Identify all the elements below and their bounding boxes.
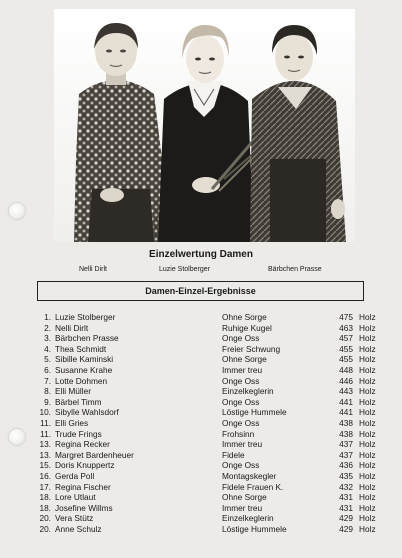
- result-rank: 17.: [39, 481, 51, 492]
- result-score: 432: [339, 481, 353, 492]
- result-rank: 4.: [44, 343, 51, 354]
- result-club: Onge Oss: [222, 375, 260, 386]
- result-row: [0, 386, 402, 397]
- result-unit: Holz: [359, 502, 376, 513]
- result-rank: 20.: [39, 523, 51, 534]
- result-row: [0, 460, 402, 471]
- result-name: Regina Recker: [55, 439, 110, 450]
- caption-name-right: Bärbchen Prasse: [268, 266, 322, 273]
- result-rank: 8.: [44, 386, 51, 397]
- result-name: Gerda Poll: [55, 470, 95, 481]
- result-rank: 1.: [44, 312, 51, 322]
- result-club: Freier Schwung: [222, 343, 281, 354]
- result-unit: Holz: [359, 333, 376, 344]
- result-club: Immer treu: [222, 364, 263, 375]
- result-club: Einzelkeglerin: [222, 513, 274, 524]
- result-rank: 18.: [39, 492, 51, 503]
- result-rank: 2.: [44, 322, 51, 333]
- photo-illustration: [54, 9, 355, 242]
- punch-hole: [9, 203, 25, 219]
- result-club: Einzelkeglerin: [222, 386, 274, 397]
- result-name: Doris Knuppertz: [55, 460, 115, 471]
- result-rank: 5.: [44, 354, 51, 365]
- result-club: Ruhige Kugel: [222, 322, 272, 333]
- result-row: [0, 333, 402, 344]
- result-club: Immer treu: [222, 439, 263, 450]
- result-rank: 11.: [40, 428, 51, 439]
- result-score: 437: [339, 449, 353, 460]
- result-club: Frohsinn: [222, 428, 255, 439]
- result-rank: 16.: [39, 470, 51, 481]
- result-name: Josefine Willms: [55, 502, 113, 513]
- result-unit: Holz: [359, 460, 376, 471]
- result-score: 441: [339, 396, 353, 407]
- result-name: Thea Schmidt: [55, 343, 107, 354]
- result-row: [0, 503, 402, 514]
- result-club: Immer treu: [222, 502, 263, 513]
- result-row: [0, 365, 402, 376]
- result-club: Onge Oss: [222, 333, 260, 344]
- result-row: [0, 492, 402, 503]
- results-list: [0, 312, 402, 534]
- result-unit: Holz: [359, 354, 376, 365]
- result-row: [0, 354, 402, 365]
- result-row: [0, 429, 402, 440]
- result-score: 457: [339, 333, 353, 344]
- result-club: Ohne Sorge: [222, 492, 267, 503]
- result-name: Nelli Dirlt: [55, 322, 89, 333]
- result-name: Sibille Kaminski: [55, 354, 114, 365]
- result-row: [0, 513, 402, 524]
- result-unit: Holz: [359, 364, 376, 375]
- result-row: [0, 323, 402, 334]
- result-score: 455: [339, 343, 353, 354]
- result-rank: 13.: [39, 439, 51, 450]
- result-score: 455: [339, 354, 353, 365]
- result-name: Lotte Dohmen: [55, 375, 108, 386]
- result-unit: Holz: [359, 449, 376, 460]
- result-unit: Holz: [359, 428, 376, 439]
- group-photo: [54, 9, 355, 242]
- results-heading: Damen-Einzel-Ergebnisse: [37, 281, 364, 301]
- result-rank: 6.: [44, 364, 51, 375]
- result-club: Fidele Frauen K.: [222, 481, 284, 492]
- caption-name-left: Nelli Dirlt: [79, 266, 107, 273]
- result-row: [0, 418, 402, 429]
- result-club: Fidele: [222, 449, 245, 460]
- result-unit: Holz: [359, 375, 376, 386]
- result-row: [0, 397, 402, 408]
- result-unit: Holz: [359, 312, 376, 322]
- result-name: Sibylle Wahlsdorf: [55, 407, 119, 418]
- result-unit: Holz: [359, 417, 376, 428]
- result-club: Ohne Sorge: [222, 312, 267, 322]
- result-score: 438: [339, 428, 353, 439]
- result-rank: 20.: [39, 513, 51, 524]
- result-unit: Holz: [359, 523, 376, 534]
- result-rank: 11.: [40, 417, 51, 428]
- result-rank: 15.: [39, 460, 51, 471]
- result-score: 431: [339, 502, 353, 513]
- result-score: 463: [339, 322, 353, 333]
- result-score: 448: [339, 364, 353, 375]
- result-score: 446: [339, 375, 353, 386]
- result-score: 429: [339, 523, 353, 534]
- result-rank: 10.: [39, 407, 51, 418]
- result-row: [0, 471, 402, 482]
- result-rank: 7.: [44, 375, 51, 386]
- result-score: 436: [339, 460, 353, 471]
- result-club: Ohne Sorge: [222, 354, 267, 365]
- result-row: [0, 344, 402, 355]
- result-rank: 3.: [44, 333, 51, 344]
- result-club: Montagskegler: [222, 470, 277, 481]
- result-name: Bärbchen Prasse: [55, 333, 119, 344]
- result-score: 429: [339, 513, 353, 524]
- result-score: 435: [339, 470, 353, 481]
- result-name: Trude Frings: [55, 428, 102, 439]
- result-club: Onge Oss: [222, 460, 260, 471]
- result-name: Bärbel Timm: [55, 396, 102, 407]
- result-club: Onge Oss: [222, 417, 260, 428]
- result-rank: 13.: [39, 449, 51, 460]
- result-score: 443: [339, 386, 353, 397]
- result-row: [0, 439, 402, 450]
- result-unit: Holz: [359, 492, 376, 503]
- result-unit: Holz: [359, 343, 376, 354]
- result-score: 438: [339, 417, 353, 428]
- result-club: Löstige Hummele: [222, 407, 287, 418]
- result-club: Löstige Hummele: [222, 523, 287, 534]
- result-name: Lore Utlaut: [55, 492, 96, 503]
- result-row: [0, 450, 402, 461]
- result-unit: Holz: [359, 470, 376, 481]
- result-score: 437: [339, 439, 353, 450]
- result-unit: Holz: [359, 513, 376, 524]
- result-score: 441: [339, 407, 353, 418]
- result-unit: Holz: [359, 481, 376, 492]
- result-unit: Holz: [359, 322, 376, 333]
- result-score: 475: [339, 312, 353, 322]
- result-score: 431: [339, 492, 353, 503]
- photo-caption-title: Einzelwertung Damen: [149, 249, 253, 260]
- result-name: Regina Fischer: [55, 481, 111, 492]
- result-rank: 18.: [39, 502, 51, 513]
- result-unit: Holz: [359, 386, 376, 397]
- result-name: Luzie Stolberger: [55, 312, 116, 322]
- result-rank: 9.: [44, 396, 51, 407]
- result-name: Margret Bardenheuer: [55, 449, 134, 460]
- caption-name-middle: Luzie Stolberger: [159, 266, 210, 273]
- result-row: [0, 312, 402, 323]
- result-row: [0, 407, 402, 418]
- result-name: Anne Schulz: [55, 523, 102, 534]
- result-name: Elli Müller: [55, 386, 91, 397]
- result-row: [0, 376, 402, 387]
- result-name: Susanne Krahe: [55, 364, 113, 375]
- result-name: Vera Stütz: [55, 513, 94, 524]
- result-unit: Holz: [359, 407, 376, 418]
- result-row: [0, 482, 402, 493]
- result-unit: Holz: [359, 396, 376, 407]
- result-unit: Holz: [359, 439, 376, 450]
- result-name: Elli Gries: [55, 417, 89, 428]
- result-row: [0, 524, 402, 535]
- result-club: Onge Oss: [222, 396, 260, 407]
